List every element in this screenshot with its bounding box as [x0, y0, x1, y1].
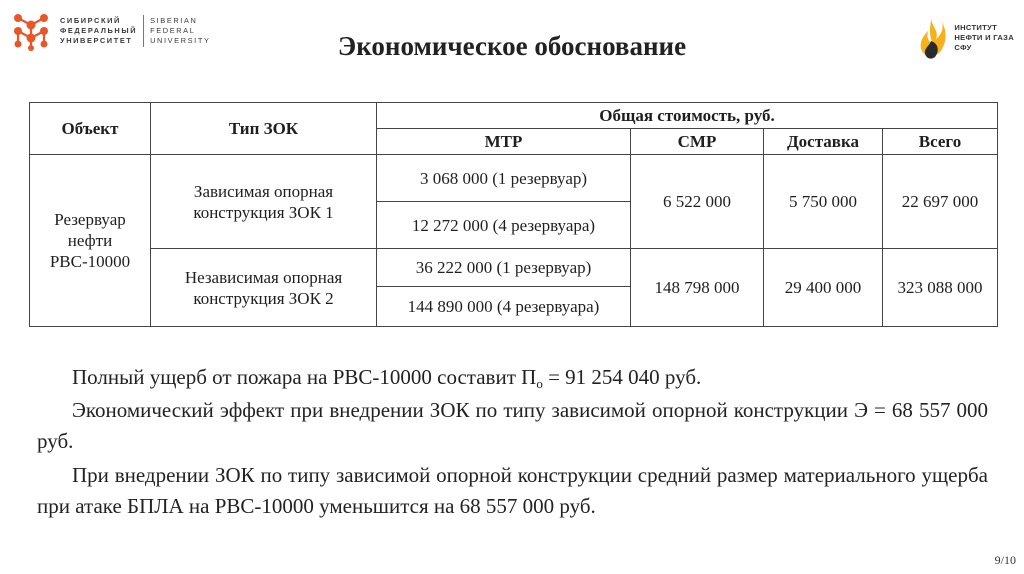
smr-cell: 148 798 000 [631, 249, 764, 327]
mtr-cell: 144 890 000 (4 резервуара) [377, 287, 631, 327]
paragraph-damage: Полный ущерб от пожара на РВС-10000 составит $П_о = 91$ 254 040 руб. [72, 365, 702, 391]
header-mtr: МТР [377, 129, 631, 155]
page-number: 9/10 [994, 553, 1016, 567]
header-total: Всего [883, 129, 998, 155]
total-cell: 323 088 000 [883, 249, 998, 327]
university-name-en: SIBERIAN FEDERAL UNIVERSITY [150, 16, 211, 45]
type-cell: Независимая опорная конструкция ЗОК 2 [151, 249, 377, 327]
university-name-ru: СИБИРСКИЙ ФЕДЕРАЛЬНЫЙ УНИВЕРСИТЕТ [60, 16, 138, 45]
type-cell: Зависимая опорная конструкция ЗОК 1 [151, 155, 377, 249]
cost-table [29, 102, 998, 327]
total-cell: 22 697 000 [883, 155, 998, 249]
delivery-cell: 29 400 000 [764, 249, 883, 327]
paragraph-effect: Экономический эффект при внедрении ЗОК по типу зависимой опорной конструкции Э = 68 557 000 руб. [37, 398, 988, 453]
smr-cell: 6 522 000 [631, 155, 764, 249]
header-total-cost: Общая стоимость, руб. [377, 103, 998, 129]
header-delivery: Доставка [764, 129, 883, 155]
mtr-cell: 36 222 000 (1 резервуар) [377, 249, 631, 287]
header-type: Тип ЗОК [151, 103, 377, 155]
delivery-cell: 5 750 000 [764, 155, 883, 249]
mtr-cell: 12 272 000 (4 резервуара) [377, 202, 631, 249]
table-row [30, 155, 998, 202]
institute-name: ИНСТИТУТ НЕФТИ И ГАЗА СФУ [954, 23, 1014, 52]
table-header-row [30, 103, 998, 129]
header-smr: СМР [631, 129, 764, 155]
object-cell: Резервуар нефти РВС-10000 [30, 155, 151, 327]
header-object: Объект [30, 103, 151, 155]
mtr-cell: 3 068 000 (1 резервуар) [377, 155, 631, 202]
table-row [30, 249, 998, 287]
page-title: Экономическое обоснование [337, 31, 687, 61]
paragraph-conclusion: При внедрении ЗОК по типу зависимой опорной конструкции средний размер материального ущерба при атаке БПЛА на РВС-10000 уменьшится на 68 557 000 руб. [37, 463, 988, 518]
